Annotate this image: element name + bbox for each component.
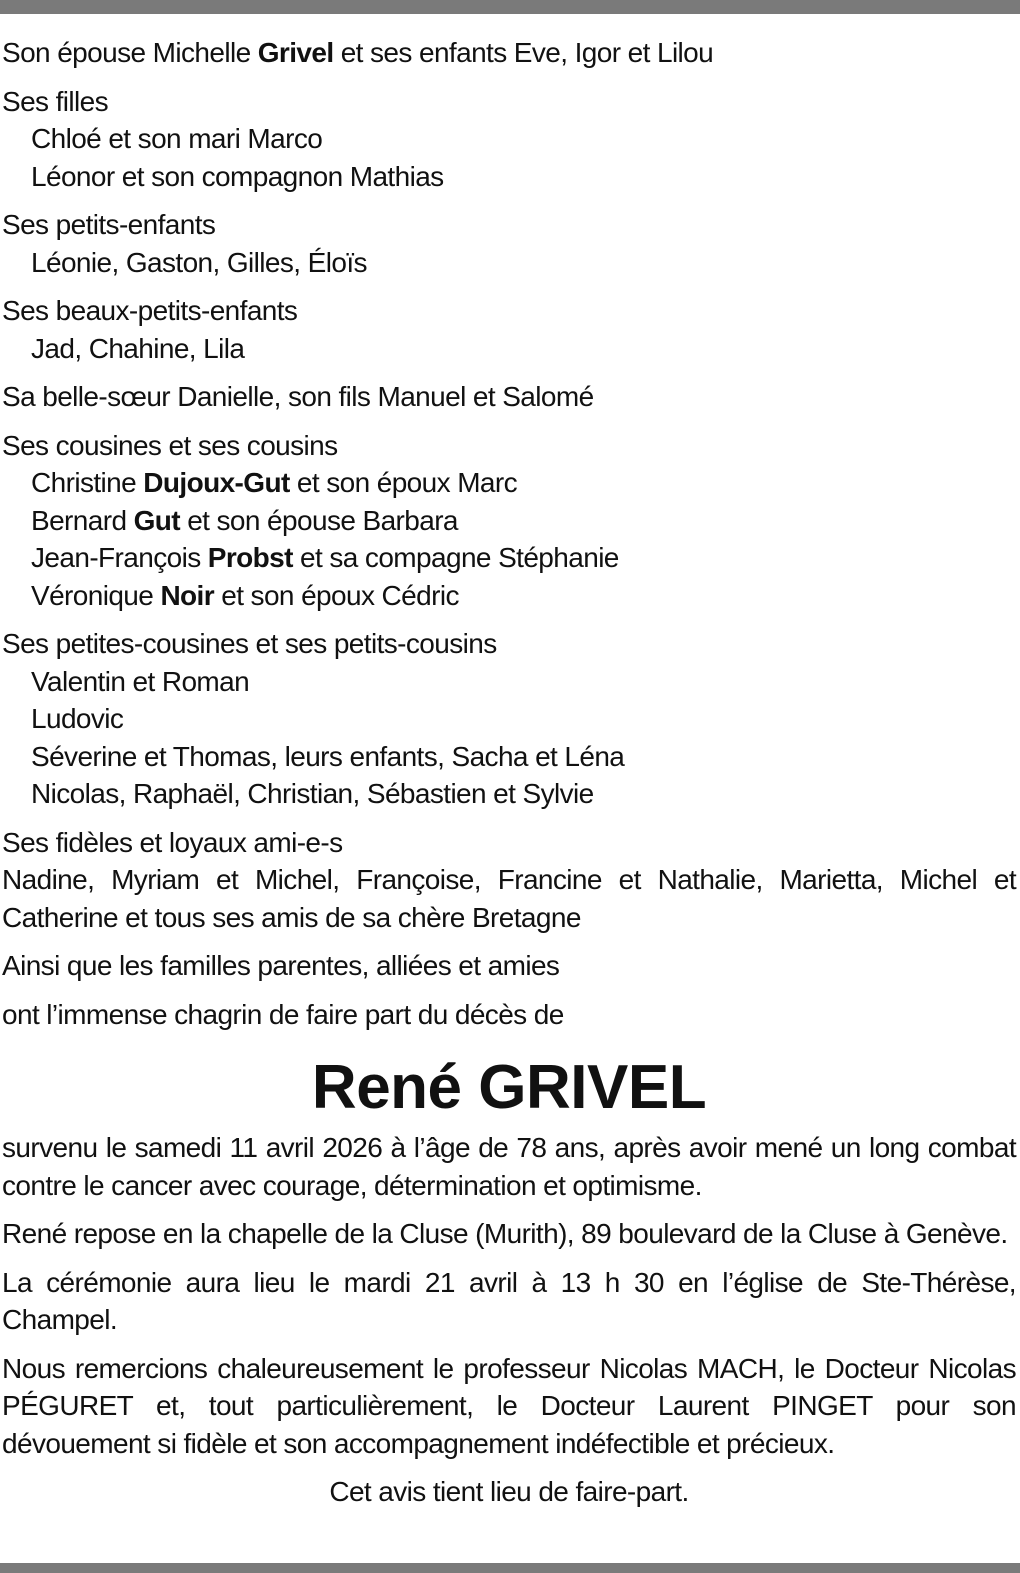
daughter-line: Chloé et son mari Marco [31, 123, 323, 154]
sister-in-law-section [2, 378, 1016, 416]
families-line: Ainsi que les familles parentes, alliées et amies [2, 950, 560, 981]
bottom-rule [0, 1563, 1020, 1573]
second-cousin-line: Séverine et Thomas, leurs enfants, Sacha et Léna [31, 740, 625, 772]
grandchildren-heading: Ses petits-enfants [2, 209, 216, 240]
second-cousins-section [2, 625, 1016, 813]
cousin-line: Jean-François Probst et sa compagne Stéphanie [31, 542, 619, 573]
families-section [2, 947, 1016, 985]
grandchildren-section [2, 206, 1016, 281]
death-circumstances-paragraph: survenu le samedi 11 avril 2026 à l’âge de 78 ans, après avoir mené un long combat contre le cancer avec courage, détermination et optimisme. [2, 1132, 1016, 1201]
spouse-suffix: et ses enfants Eve, Igor et Lilou [333, 37, 714, 68]
second-cousin-line: Valentin et Roman [31, 665, 250, 697]
deceased-name: René GRIVEL [311, 1053, 707, 1122]
second-cousin-line: Nicolas, Raphaël, Christian, Sébastien et Sylvie [31, 778, 594, 809]
announcement-line: ont l’immense chagrin de faire part du décès de [2, 998, 564, 1030]
ceremony-paragraph: La cérémonie aura lieu le mardi 21 avril à 13 h 30 en l’église de Ste-Thérèse, Champel. [2, 1266, 1016, 1335]
daughter-line: Léonor et son compagnon Mathias [31, 160, 444, 192]
cousins-heading: Ses cousines et ses cousins [2, 429, 338, 461]
step-grandchildren-section [2, 292, 1016, 367]
daughters-heading: Ses filles [2, 85, 109, 117]
sister-in-law-line: Sa belle-sœur Danielle, son fils Manuel et Salomé [2, 381, 594, 412]
cousin-surname: Probst [207, 542, 293, 573]
friends-section [2, 824, 1016, 937]
announcement-section [2, 996, 1016, 1034]
spouse-prefix: Son épouse Michelle [2, 37, 258, 68]
cousins-section [2, 427, 1016, 615]
friends-list: Nadine, Myriam et Michel, Françoise, Francine et Nathalie, Marietta, Michel et Catherine et tous ses amis de sa chère Bretagne [2, 864, 1016, 933]
spouse-line [2, 34, 1016, 72]
cousin-surname: Gut [133, 504, 181, 536]
grandchildren-line: Léonie, Gaston, Gilles, Éloïs [31, 246, 367, 278]
cousin-line: Bernard Gut et son épouse Barbara [31, 504, 458, 536]
death-notice [2, 34, 1016, 1511]
friends-heading: Ses fidèles et loyaux ami-e-s [2, 826, 343, 858]
thanks-paragraph: Nous remercions chaleureusement le professeur Nicolas MACH, le Docteur Nicolas PÉGURET et, tout particulièrement, le Docteur Laurent PINGET pour son dévouement si fidèle et son accompagnement indéfectible et précieux. [2, 1352, 1016, 1459]
cousin-surname: Noir [160, 579, 215, 611]
resting-place-paragraph: René repose en la chapelle de la Cluse (Murith), 89 boulevard de la Cluse à Genève. [2, 1218, 1008, 1249]
daughters-section [2, 83, 1016, 196]
second-cousin-line: Ludovic [31, 703, 124, 734]
spouse-surname: Grivel [257, 37, 334, 68]
cousin-line: Christine Dujoux-Gut et son époux Marc [31, 467, 518, 498]
second-cousins-heading: Ses petites-cousines et ses petits-cousins [2, 628, 497, 659]
step-grandchildren-line: Jad, Chahine, Lila [31, 332, 245, 364]
cousin-line: Véronique Noir et son époux Cédric [31, 579, 459, 611]
step-grandchildren-heading: Ses beaux-petits-enfants [2, 295, 298, 326]
top-rule [0, 0, 1020, 14]
cousin-surname: Dujoux-Gut [143, 467, 290, 498]
closing-line: Cet avis tient lieu de faire-part. [329, 1476, 689, 1507]
